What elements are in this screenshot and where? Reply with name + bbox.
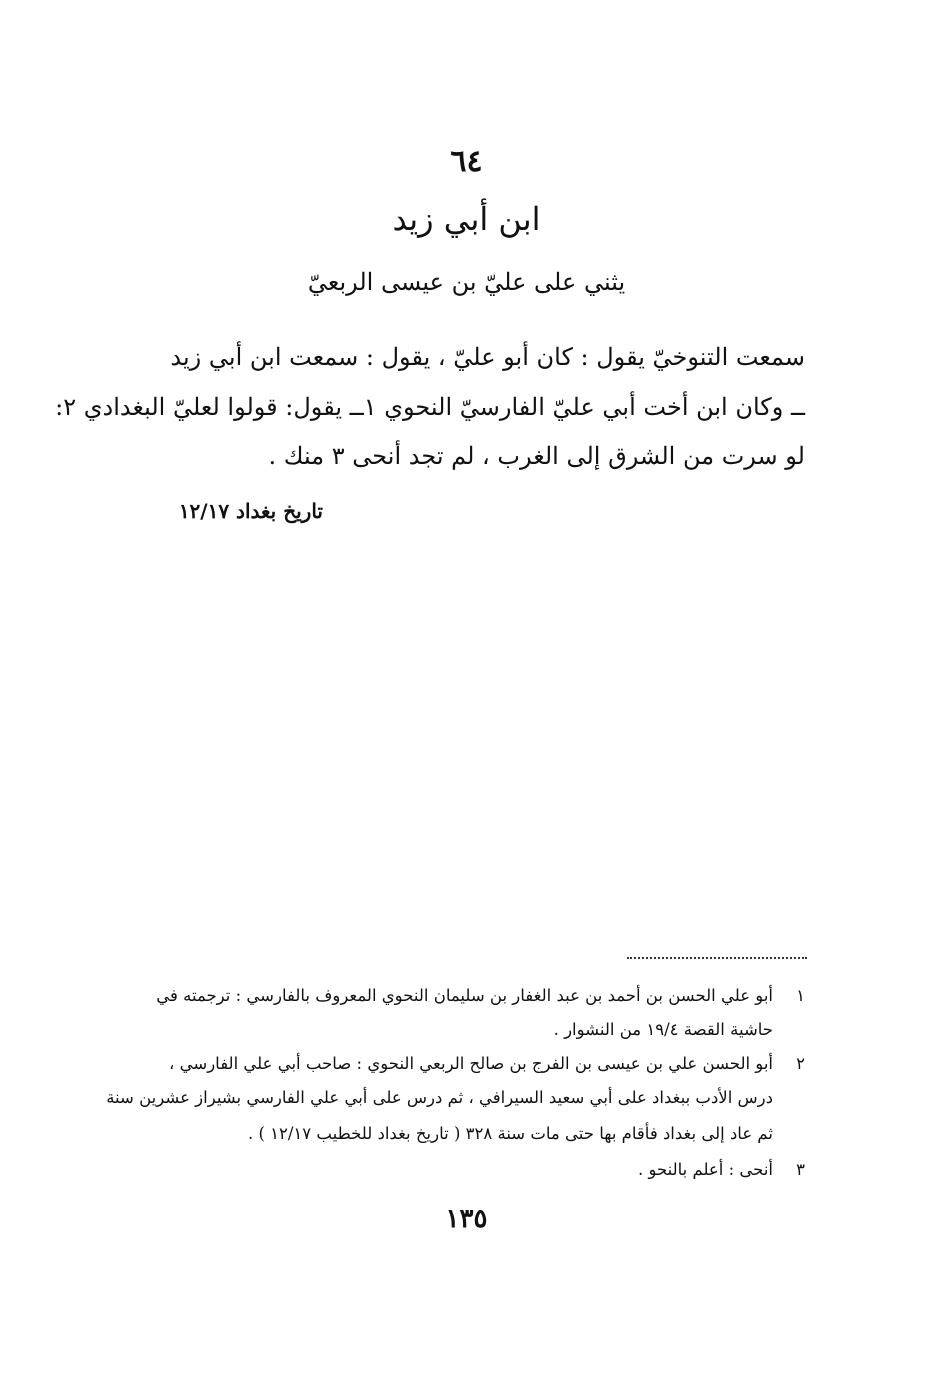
body-line-2: ــ وكان ابن أخت أبي عليّ الفارسيّ النحوي ١ــ يقول: قولوا لعليّ البغدادي ٢: — [55, 393, 805, 421]
footnote-1-continuation: حاشية القصة ١٩/٤ من النشوار . — [553, 1020, 773, 1039]
footnote-3 — [638, 1160, 805, 1179]
footnote-2-continuation: درس الأدب ببغداد على أبي سعيد السيرافي ، ثم درس على أبي علي الفارسي بشيراز عشرين سنة — [106, 1088, 773, 1107]
story-title: ابن أبي زيد — [392, 200, 541, 238]
footnote-1 — [156, 986, 805, 1005]
footnote-2-continuation: ثم عاد إلى بغداد فأقام بها حتى مات سنة ٣٢٨ ( تاريخ بغداد للخطيب ١٢/١٧ ) . — [247, 1124, 773, 1143]
story-number: ٦٤ — [450, 144, 483, 179]
footnote-2 — [169, 1054, 805, 1073]
footnote-divider — [627, 957, 807, 959]
body-line-1: سمعت التنوخيّ يقول : كان أبو عليّ ، يقول : سمعت ابن أبي زيد — [170, 343, 805, 371]
footnote-number: ١ — [796, 986, 805, 1005]
footnote-text: أنحى : أعلم بالنحو . — [637, 1160, 773, 1179]
body-line-3: لو سرت من الشرق إلى الغرب ، لم تجد أنحى ٣ منك . — [268, 442, 805, 470]
story-subtitle: يثني على عليّ بن عيسى الربعيّ — [307, 268, 626, 296]
source-citation: تاريخ بغداد ١٢/١٧ — [178, 499, 323, 523]
footnote-text: أبو علي الحسن بن أحمد بن عبد الغفار بن سليمان النحوي المعروف بالفارسي : ترجمته في — [156, 986, 773, 1005]
footnote-number: ٣ — [796, 1160, 805, 1179]
footnote-text: أبو الحسن علي بن عيسى بن الفرج بن صالح الربعي النحوي : صاحب أبي علي الفارسي ، — [169, 1054, 773, 1073]
page-number: ١٣٥ — [445, 1204, 488, 1234]
footnote-number: ٢ — [796, 1054, 805, 1073]
